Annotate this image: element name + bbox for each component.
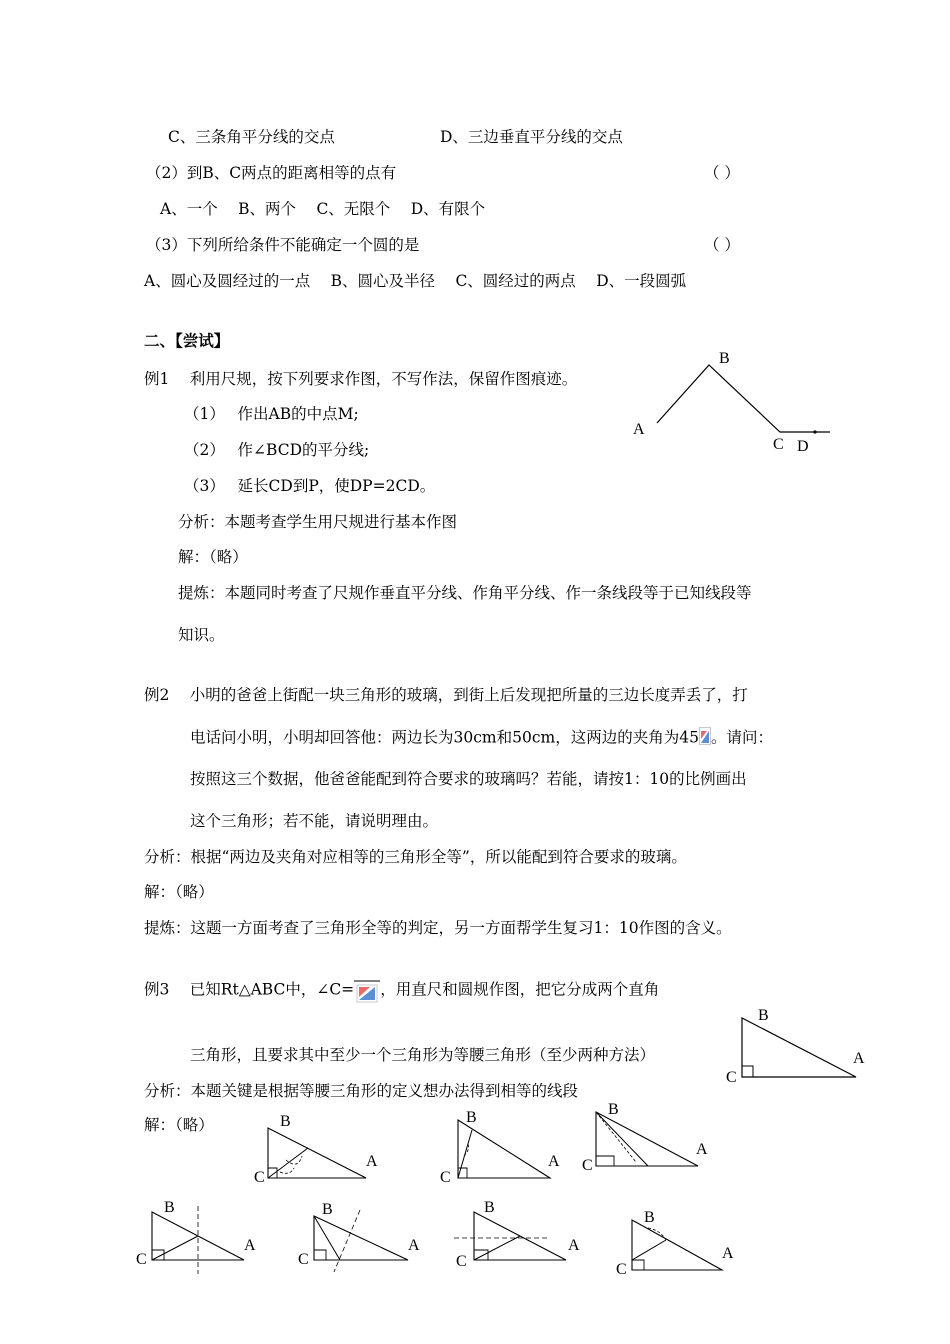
label-b: B [466,1110,477,1126]
example-2-line-1: 例2 小明的爸爸上街配一块三角形的玻璃，到街上后发现把所量的三边长度弄丢了，打 [144,686,748,704]
label-d: D [797,438,809,455]
example-2-line-2b: 。请问： [710,728,773,747]
label-a: A [633,421,645,438]
label-a: A [244,1237,256,1254]
label-a: A [696,1141,708,1158]
example-2-refine: 提炼：这题一方面考查了三角形全等的判定，另一方面帮学生复习1：10作图的含义。 [144,919,732,937]
label-c: C [456,1253,467,1270]
label-c: C [726,1069,737,1086]
label-a: A [853,1050,865,1067]
example-3-line-2: 三角形，且要求其中至少一个三角形为等腰三角形（至少两种方法） [190,1046,656,1064]
question-2: （2）到B、C两点的距离相等的点有 [146,164,397,182]
question-3-options: A、圆心及圆经过的一点 B、圆心及半径 C、圆经过的两点 D、一段圆弧 [144,272,687,290]
solution-figure-6 [448,1198,588,1278]
example-1-refine-cont: 知识。 [178,626,225,644]
label-c: C [254,1169,265,1185]
label-c: C [440,1169,451,1185]
label-a: A [366,1153,378,1170]
example-1-step-1: （1） 作出AB的中点M; [184,405,359,423]
right-triangle-abc [720,1000,870,1090]
label-b: B [484,1199,495,1216]
label-b: B [758,1007,769,1024]
example-2-line-2a: 电话问小明，小明却回答他：两边长为30cm和50cm，这两边的夹角为45 [190,728,699,747]
example-2-line-2 [190,727,773,750]
label-a: A [568,1237,580,1254]
angle-image-icon [354,979,380,1008]
label-b: B [644,1209,655,1226]
example-3-line-1b: ，用直尺和圆规作图，把它分成两个直角 [380,980,660,999]
label-b: B [608,1101,619,1118]
example-1-solution: 解：（略） [178,548,248,566]
label-c: C [298,1251,309,1268]
example-2-analysis: 分析：根据“两边及夹角对应相等的三角形全等”，所以能配到符合要求的玻璃。 [144,848,687,866]
solution-figure-1 [250,1110,380,1185]
answer-paren-3: （ ） [704,236,740,254]
solution-figure-3 [578,1100,718,1180]
label-a: A [548,1153,560,1170]
label-b: B [280,1113,291,1130]
question-3: （3）下列所给条件不能确定一个圆的是 [146,236,420,254]
label-a: A [408,1237,420,1254]
label-b: B [719,350,730,367]
example-1-analysis: 分析：本题考查学生用尺规进行基本作图 [178,513,458,531]
example-3-solution: 解：（略） [144,1116,214,1134]
example-3-line-1 [144,973,659,1008]
solution-figure-2 [436,1110,566,1185]
label-b: B [322,1201,333,1218]
polyline-abcd [657,365,830,432]
label-c: C [136,1251,147,1268]
solution-figure-5 [292,1198,432,1278]
label-c: C [582,1157,593,1174]
degree-image-icon [699,727,711,750]
example-1-step-3: （3） 延长CD到P，使DP=2CD。 [184,477,436,495]
option-d: D、三边垂直平分线的交点 [440,128,623,146]
example-3-line-1a: 例3 已知Rt△ABC中，∠C= [144,980,355,999]
solution-figure-7 [612,1204,752,1284]
example-2-line-3: 按照这三个数据，他爸爸能配到符合要求的玻璃吗？若能，请按1：10的比例画出 [190,770,747,788]
label-a: A [722,1245,734,1262]
label-c: C [616,1261,627,1278]
solution-figure-4 [132,1198,262,1278]
section-heading: 二、【尝试】 [144,331,230,350]
option-c: C、三条角平分线的交点 [168,128,335,146]
example-1-step-2: （2） 作∠BCD的平分线; [184,441,370,459]
point-d [813,430,816,433]
angle-figure-abcd [625,345,840,455]
example-2-line-4: 这个三角形；若不能，请说明理由。 [190,812,439,830]
example-2-solution: 解：（略） [144,883,214,901]
example-1-refine: 提炼：本题同时考查了尺规作垂直平分线、作角平分线、作一条线段等于已知线段等 [178,584,752,602]
label-b: B [164,1199,175,1216]
example-1-heading: 例1 利用尺规，按下列要求作图，不写作法，保留作图痕迹。 [144,370,578,388]
answer-paren-2: （ ） [704,164,740,182]
example-3-analysis: 分析：本题关键是根据等腰三角形的定义想办法得到相等的线段 [144,1082,579,1100]
question-2-options: A、一个 B、两个 C、无限个 D、有限个 [160,200,486,218]
label-c: C [773,436,784,453]
triangle-shape [742,1018,856,1077]
